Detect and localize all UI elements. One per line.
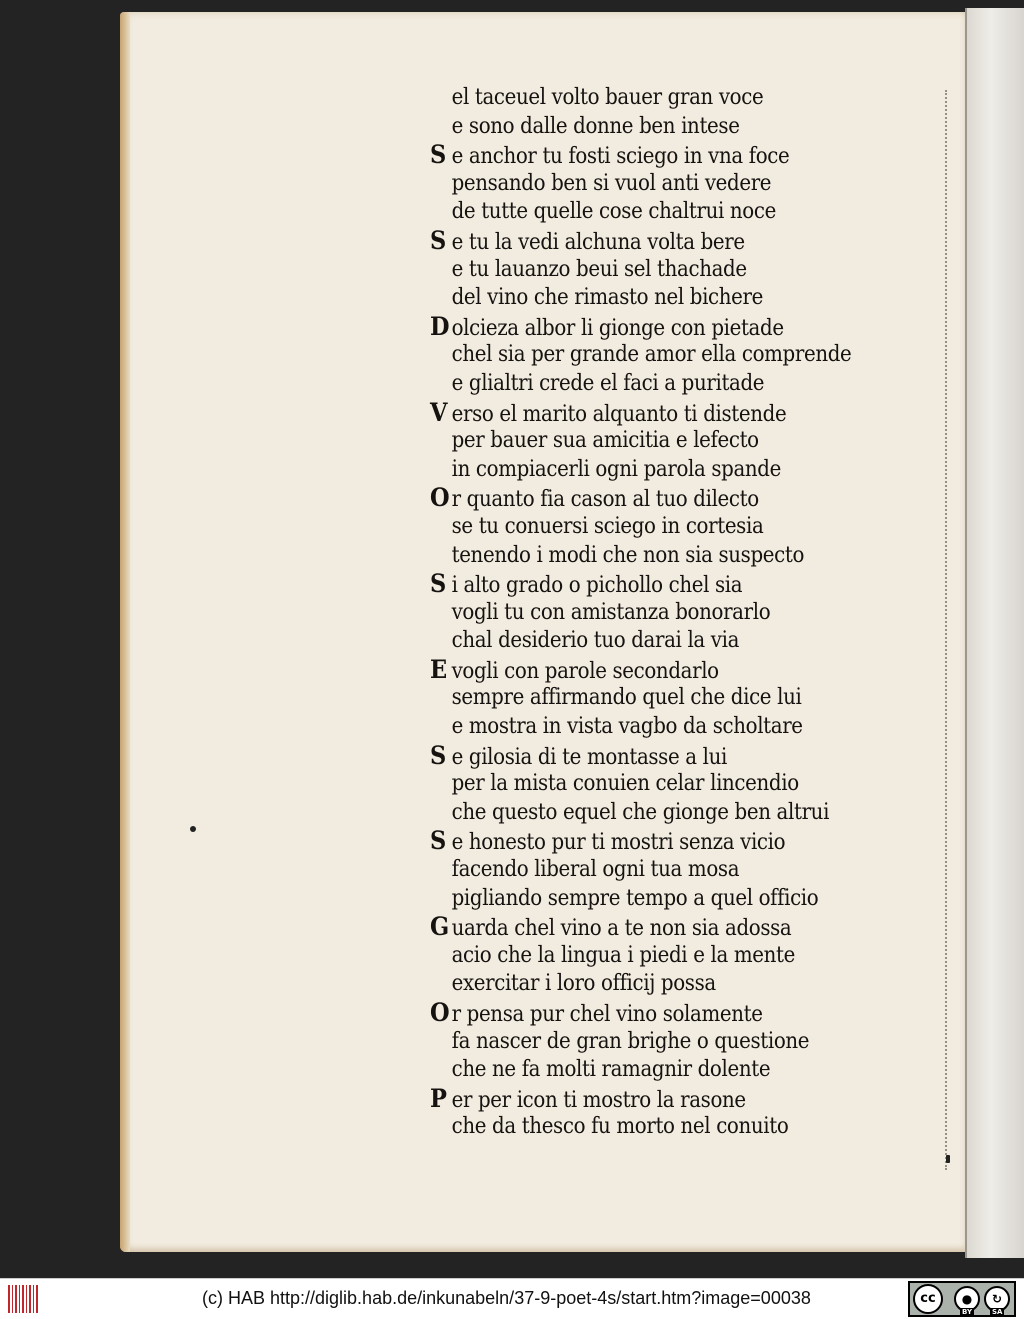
verse-line	[430, 370, 853, 399]
verse-text: facendo liberal ogni tua mosa	[451, 857, 740, 883]
footer-bar	[0, 1278, 1024, 1319]
verse-text: chel sia per grande amor ella comprende	[451, 342, 852, 368]
verse-line	[430, 427, 853, 456]
verse-text: exercitar i loro officij possa	[451, 971, 716, 997]
verse-line	[430, 198, 853, 227]
license-by-label: BY	[962, 1308, 973, 1316]
verse-text: i alto grado o pichollo chel sia	[451, 573, 743, 599]
verse-text: che ne fa molti ramagnir dolente	[451, 1057, 771, 1083]
citation-link[interactable]: (c) HAB http://diglib.hab.de/inkunabeln/37-9-poet-4s/start.htm?image=00038	[202, 1288, 811, 1308]
verse-line	[430, 341, 853, 370]
verse-text: se tu conuersi sciego in cortesia	[451, 513, 764, 539]
verse-text: per bauer sua amicitia e lefecto	[451, 428, 759, 454]
verse-text: r pensa pur chel vino solamente	[451, 1002, 763, 1027]
verse-initial: S	[430, 225, 446, 255]
verse-text: fa nascer de gran brighe o questione	[451, 1028, 810, 1054]
verse-line	[430, 256, 853, 285]
verse-initial: G	[430, 912, 449, 942]
verse-initial: O	[430, 998, 450, 1027]
verse-initial: E	[430, 654, 447, 684]
verse-line	[430, 1056, 853, 1085]
verse-text: vogli tu con amistanza bonorarlo	[451, 599, 771, 625]
verse-initial: O	[430, 483, 450, 513]
page-edge	[120, 12, 130, 1252]
page-fold-line	[945, 90, 953, 1170]
verse-text: sempre affirmando quel che dice lui	[451, 685, 802, 711]
verse-text: el taceuel volto bauer gran voce	[451, 85, 764, 110]
license-sa-label: SA	[992, 1308, 1003, 1316]
verse-initial: D	[430, 311, 450, 341]
verse-line	[430, 542, 853, 571]
verse-initial: S	[430, 740, 446, 770]
verse-text: e tu lauanzo beui sel thachade	[451, 256, 747, 282]
verse-text: de tutte quelle cose chaltrui noce	[451, 199, 776, 225]
verse-line	[430, 885, 853, 914]
verse-line	[430, 456, 853, 485]
verse-initial: S	[430, 569, 446, 599]
verse-line	[430, 713, 853, 742]
verse-line	[430, 627, 853, 656]
verse-line	[430, 827, 853, 856]
verse-line	[430, 1028, 853, 1057]
share-alike-icon: ↻	[984, 1286, 1010, 1312]
verse-line	[430, 227, 853, 256]
margin-dot	[946, 1155, 950, 1163]
verse-text: erso el marito alquanto ti distende	[451, 401, 787, 427]
verse-line	[430, 513, 853, 542]
verse-text: e mostra in vista vagbo da scholtare	[451, 714, 803, 740]
verse-line	[430, 1113, 853, 1142]
verse-line	[430, 999, 853, 1028]
verse-line	[430, 913, 853, 942]
verse-text: in compiacerli ogni parola spande	[451, 456, 781, 482]
verse-text: e gilosia di te montasse a lui	[451, 744, 727, 770]
verse-line	[430, 484, 853, 513]
poem-text	[430, 84, 900, 1144]
verse-text: acio che la lingua i piedi e la mente	[451, 942, 795, 968]
verse-line	[430, 856, 853, 885]
verse-text: che da thesco fu morto nel conuito	[451, 1114, 789, 1140]
verse-text: e glialtri crede el faci a puritade	[451, 370, 765, 396]
margin-dot	[190, 826, 196, 832]
verse-text: pensando ben si vuol anti vedere	[451, 170, 772, 196]
verse-text: vogli con parole secondarlo	[451, 658, 719, 684]
verse-line	[430, 684, 853, 713]
verse-line	[430, 570, 853, 599]
verse-text: che questo equel che gionge ben altrui	[451, 799, 830, 825]
verse-text: e anchor tu fosti sciego in vna foce	[451, 144, 790, 170]
verse-line	[430, 113, 853, 142]
verse-line	[430, 1085, 853, 1114]
verse-initial: S	[430, 826, 446, 856]
verse-text: chal desiderio tuo darai la via	[451, 628, 740, 654]
verse-line	[430, 141, 853, 170]
attribution-icon: ●	[954, 1286, 980, 1312]
verse-line	[430, 770, 853, 799]
verse-line	[430, 742, 853, 771]
verse-line	[430, 170, 853, 199]
verse-line	[430, 313, 853, 342]
verse-text: per la mista conuien celar lincendio	[451, 771, 799, 797]
verse-line	[430, 799, 853, 828]
verse-text: olcieza albor li gionge con pietade	[451, 315, 784, 341]
verse-text: del vino che rimasto nel bichere	[451, 285, 763, 311]
verse-initial: V	[430, 397, 448, 427]
verse-initial: P	[430, 1083, 447, 1113]
verse-line	[430, 970, 853, 999]
verse-initial: S	[430, 140, 446, 170]
verse-text: er per icon ti mostro la rasone	[451, 1087, 746, 1113]
verse-text: uarda chel vino a te non sia adossa	[451, 916, 792, 942]
verse-text: r quanto fia cason al tuo dilecto	[451, 487, 759, 513]
facing-page-edge	[965, 8, 1024, 1258]
verse-line	[430, 942, 853, 971]
verse-text: tenendo i modi che non sia suspecto	[451, 542, 805, 568]
verse-text: pigliando sempre tempo a quel officio	[451, 885, 819, 911]
cc-icon: cc	[913, 1284, 943, 1314]
verse-line	[430, 399, 853, 428]
verse-text: e sono dalle donne ben intese	[451, 113, 740, 139]
hab-logo-icon	[8, 1285, 40, 1313]
verse-line	[430, 284, 853, 313]
verse-text: e honesto pur ti mostri senza vicio	[451, 830, 786, 856]
verse-text: e tu la vedi alchuna volta bere	[451, 229, 745, 255]
cc-license-badge[interactable]	[908, 1281, 1016, 1317]
verse-line	[430, 599, 853, 628]
verse-line	[430, 656, 853, 685]
verse-line	[430, 84, 853, 113]
